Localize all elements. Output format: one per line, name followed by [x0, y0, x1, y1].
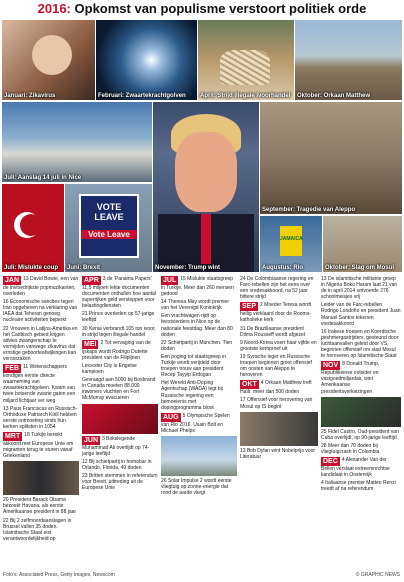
photo-ivory	[198, 20, 294, 100]
event-item: 16 Economische sancties tegen Iran opgeheven na verklaring van IAEA dat Teheran genoeg nucleaire activiteiten beperkt	[3, 299, 78, 324]
event-item: MRT 18 Turkije bereikt akkoord met Europese Unie om migranten terug te sturen vanaf Griekenland	[3, 431, 74, 460]
event-item: 24 De Colombiaanse regering en Farc-rebellen zijn het eens over een vredesakkoord, na 52 jaar bittere strijd	[240, 276, 314, 301]
event-item: 9 Noord-Korea voert haar vijfde en grootste kernproef uit	[240, 339, 317, 352]
event-item: Leicester City is Engelse kampioen	[82, 362, 137, 376]
month-badge: MRT	[5, 432, 21, 440]
column-4	[240, 276, 318, 462]
photo-caption: Juli: Aanslag 14 juli in Nice	[4, 175, 82, 181]
event-item: 16 Irakese troepen en Koerdische peshmergastrijders, gesteund door luchtaanvallen geleid door VS, beginnen offensief om stad Mosul te heroveren op Islamitische Staat	[321, 328, 399, 360]
event-item: 13 Paus Franciscus en Russisch-Orthodoxe Patriarch Kirill hebben eerste ontmoeting sinds hun kerken splitsten in 1054	[3, 405, 78, 430]
event-item: 23 Britten stemmen in referendum voor Brexit, uittreding uit de Europese Unie	[82, 472, 158, 492]
photo-credits: Foto's: Associated Press, Getty Images, Newscom	[3, 572, 115, 578]
event-item: Een poging tot staatsgreep in Turkije wordt verijdeld door troepen trouw aan president Recep Tayyip Erdogan	[161, 353, 227, 379]
event-item: 20 President Barack Obama bezoekt Havana, als eerste Amerikaanse president in 88 jaar	[3, 497, 77, 516]
column-3	[161, 276, 237, 498]
event-item: JAN 13 David Bowie, een van de invloedrijkste popmuzikanten, overleden	[3, 276, 79, 298]
sign-leave: LEAVE	[94, 212, 124, 222]
event-item: 22 Schietpartij in München. Tien doden	[161, 339, 233, 352]
page-title	[0, 0, 404, 18]
event-item: FEB 11 Wetenschappers kondigen eerste directe waarneming van zwaartekrachtgolven. Kwam van twee botsende zwarte gaten een miljard lichtjaar ver weg	[3, 364, 76, 404]
photo-caption: September: Tragedie van Aleppo	[262, 207, 356, 213]
month-badge: MEI	[84, 340, 97, 348]
photo-caption: November: Trump wint	[155, 265, 221, 271]
event-item: Het Wereld Anti-Doping Agentschap (WADA) legt bij Russische regering een bemoeienis met dopingprogramma bloot	[161, 380, 223, 411]
event-item: 21 Prince overleden op 57-jarige leeftijd	[82, 311, 155, 324]
photo-caption: Oktober: Slag om Mosul	[325, 265, 395, 271]
photo-caption: Februari: Zwaartekrachtgolven	[98, 93, 186, 99]
event-item: OKT 4 Orkaan Matthew treft Haïti: meer dan 500 doden	[240, 380, 312, 396]
month-badge: JAN	[5, 277, 20, 284]
event-item: 14 Theresa May wordt premier van het Verenigd Koninkrijk	[161, 299, 229, 312]
photo-caption: Juni: Brexit	[67, 265, 101, 271]
photo-solar-impulse	[161, 436, 237, 476]
event-item: 30 Kenia verbrandt 105 ton ivoor, in strijd tegen illegale handel	[82, 325, 156, 338]
event-item: 22 Bij 2 zelfmoordaanslagen in Brussel vallen 35 doden. Islamitische Staat eist verantwoordelijkheid op	[3, 517, 72, 542]
event-item: Gevraagd aan 5000 bij Bosbrand in Canada moeten 88.000 inwoners vluchten en Fort McMurray evacueren	[82, 377, 156, 402]
month-badge: FEB	[5, 365, 19, 373]
photo-duterte	[82, 404, 158, 434]
event-item: JUL 15 Mislukte staatsgreep in Turkije. Meer dan 260 mensen gedood	[161, 276, 234, 298]
photo-coup	[2, 184, 64, 272]
month-badge: AUG	[163, 413, 179, 421]
event-item: 4 Italiaanse premier Matteo Renzi treedt af na referendum	[321, 480, 396, 493]
event-item: SEP 2 Moeder Teresa wordt heilig verklaard door de Rooms-katholieke kerk	[240, 302, 312, 324]
column-1	[3, 276, 79, 544]
event-item: 13 Bob Dylan wint Nobelprijs voor Literatuur	[240, 447, 316, 460]
photo-nice	[2, 102, 152, 182]
sign-vote: VOTE	[96, 202, 122, 212]
photo-caption: Januari: Zikavirus	[4, 93, 56, 99]
event-item: 25 Fidel Castro, Oud-president van Cuba overlijdt, op 90-jarige leeftijd	[321, 428, 399, 441]
title-text: Opkomst van populisme verstoort politiek orde	[74, 1, 367, 16]
event-item: 28 Meer dan 70 doden bij vliegtuigcrash in Colombia	[321, 442, 380, 455]
event-item: DEC 4 Alexander Van der Bellen verslaat extreemrechtse kandidaat in Oostenrijk	[321, 456, 390, 479]
month-badge: OKT	[242, 381, 257, 389]
event-item: MEI 2 Tot vervaging van de ijskaps wordt Rodrigo Duterte president van de Filipijnen	[82, 339, 151, 361]
photo-rio	[260, 216, 322, 272]
event-item: 12 Bij schietpartij in homobar in Orlando, Florida, 49 doden	[82, 458, 152, 471]
photo-mosul	[323, 216, 402, 272]
month-badge: APR	[84, 277, 99, 284]
photo-zika	[2, 20, 95, 100]
photo-hurricane	[295, 20, 402, 100]
photo-dylan	[240, 412, 318, 446]
photo-aleppo	[260, 102, 402, 214]
sign-vote-leave: Vote Leave	[81, 230, 137, 239]
event-item: APR 3 de 'Panama Papers' 11,5 miljoen lekte documenten documenten onthullen hoe aantal superrijken geld verstoppen voor belastingdiensten	[82, 276, 156, 310]
event-item: 31 De Braziliaanse president Dilma Rousseff wordt afgezet	[240, 325, 306, 338]
photo-caption: April: Strijd illegale ivoorhandel	[200, 93, 291, 99]
event-item: NOV 8 Donald Trump, Republikeinse outsider en vastgoedmiljardair, wint Amerikaanse presidentsverkiezingen	[321, 361, 380, 395]
photo-caption: Oktober: Orkaan Matthew	[297, 93, 371, 99]
month-badge: DEC	[323, 457, 338, 465]
photo-obama	[3, 461, 79, 495]
event-item: JUN 3 Bokslegende Muhammad Ali overlijdt op 74-jarige leeftijd	[82, 435, 150, 457]
rio-bib: JAMAICA	[280, 226, 302, 256]
photo-trump	[153, 102, 259, 272]
event-item: 17 Offensief voor herovering van Mosul op IS begint	[240, 397, 313, 410]
photo-gravity-waves	[96, 20, 197, 100]
event-item: 13 De islamitische militante groep in Nigeria Boko Haram laat 21 van de in april 2014 ontvoerde 276 schoolmeisjes vrij	[321, 276, 398, 301]
photo-caption: Augustus: Rio	[262, 265, 303, 271]
event-item: 26 Solar Impulse 2 wordt eerste vliegtuig op zonne-energie dat rond de aarde vliegt	[161, 477, 232, 497]
month-badge: SEP	[242, 303, 257, 311]
trump-caption-bar	[153, 262, 259, 272]
month-badge: JUN	[84, 436, 99, 444]
photo-castro	[321, 397, 401, 427]
month-badge: NOV	[323, 362, 339, 370]
event-item: Een vrachtwagen rijdt op feestvierders in Nice op de nationale feestdag. Meer dan 80 doden	[161, 313, 233, 338]
brand-credit: © GRAPHIC NEWS	[355, 572, 400, 578]
month-badge: JUL	[163, 277, 177, 284]
column-2	[82, 276, 158, 493]
event-item: Leider van de Farc-rebellen Rodrigo Londoño en president Juan Manuel Santos tekenen vredesakkoord	[321, 302, 401, 327]
title-year: 2016:	[37, 1, 71, 16]
photo-brexit	[65, 184, 152, 272]
event-item: 19 Syrische leger en Russische troepen beginnen groot offensief om oosten van Aleppo te heroveren	[240, 353, 312, 379]
event-item: AUG 5 Olympische Spelen van Rio 2016. Usain Bolt en Michael Phelps	[161, 412, 230, 434]
event-item: 22 Vrouwen in Latijns-Amerika en het Caribisch gebied krijgen advies zwangerschap te vermijden vanwege zikavirus dat ernstige geboorteafwijkingen kan veroorzaken	[3, 325, 78, 363]
photo-caption: Juli: Mislukte coup	[4, 265, 59, 271]
column-5	[321, 276, 401, 494]
